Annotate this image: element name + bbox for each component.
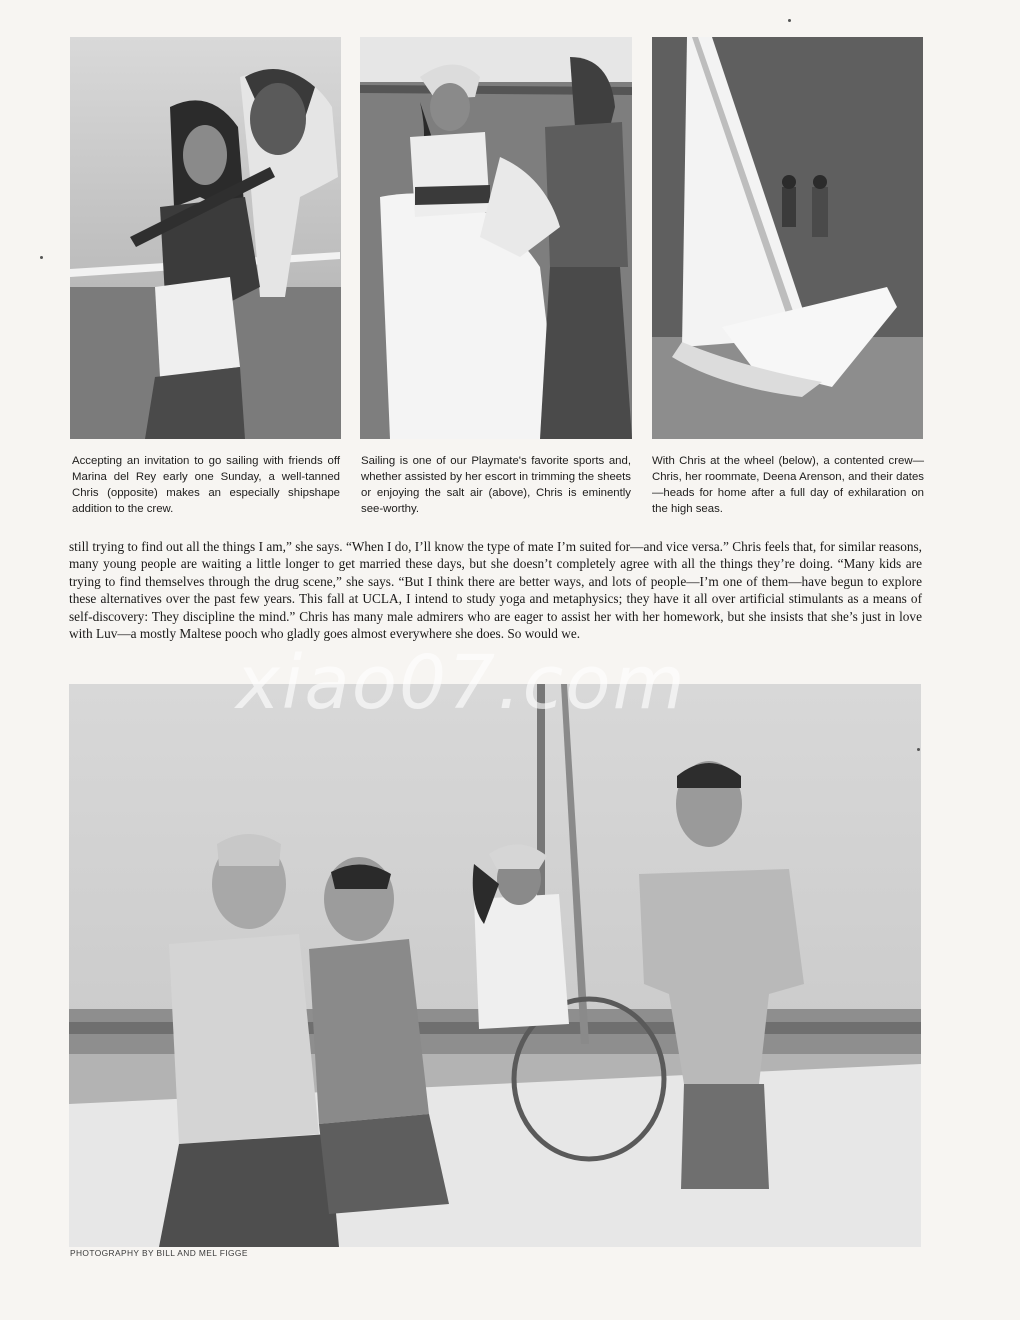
photo-credit: PHOTOGRAPHY BY BILL AND MEL FIGGE (70, 1248, 248, 1258)
print-speck (40, 256, 43, 259)
article-body-text: still trying to find out all the things I am,” she says. “When I do, I’ll know the type of mate I’m suited for—and vice versa.” Chris feels that, for similar reasons, many young people are waiting a little longer to get married these days, but she doesn’t completely agree with all the things they’re doing. “Many kids are trying to find themselves through the drug scene,” she says. “But I think there are better ways, and lots of people—I’m one of them—have begun to explore these alternatives over the past few years. This fall at UCLA, I intend to study yoga and metaphysics; they have it all over artificial stimulants as a means of self-discovery: They discipline the mind.” Chris has many male admirers who are eager to assist her with her homework, but she insists that she’s just in love with Luv—a mostly Maltese pooch who gladly goes almost everywhere she does. So would we. (69, 539, 922, 642)
watermark: xiao07.com (236, 640, 687, 726)
photo-chris-with-sails (360, 37, 632, 439)
photo-chris-and-escort-on-deck (70, 37, 341, 439)
caption-right: With Chris at the wheel (below), a contented crew—Chris, her roommate, Deena Arenson, and their dates—heads for home after a full day of exhilaration on the high seas. (652, 455, 924, 515)
photo-crew-at-wheel (69, 684, 921, 1247)
caption-left: Accepting an invitation to go sailing with friends off Marina del Rey early one Sunday, a well-tanned Chris (opposite) makes an especially shipshape addition to the crew. (72, 455, 340, 515)
caption-center: Sailing is one of our Playmate's favorite sports and, whether assisted by her escort in trimming the sheets or enjoying the salt air (above), Chris is eminently see-worthy. (361, 455, 631, 515)
print-speck (917, 748, 920, 751)
photo-sailboat-heeling (652, 37, 923, 439)
print-speck (788, 19, 791, 22)
